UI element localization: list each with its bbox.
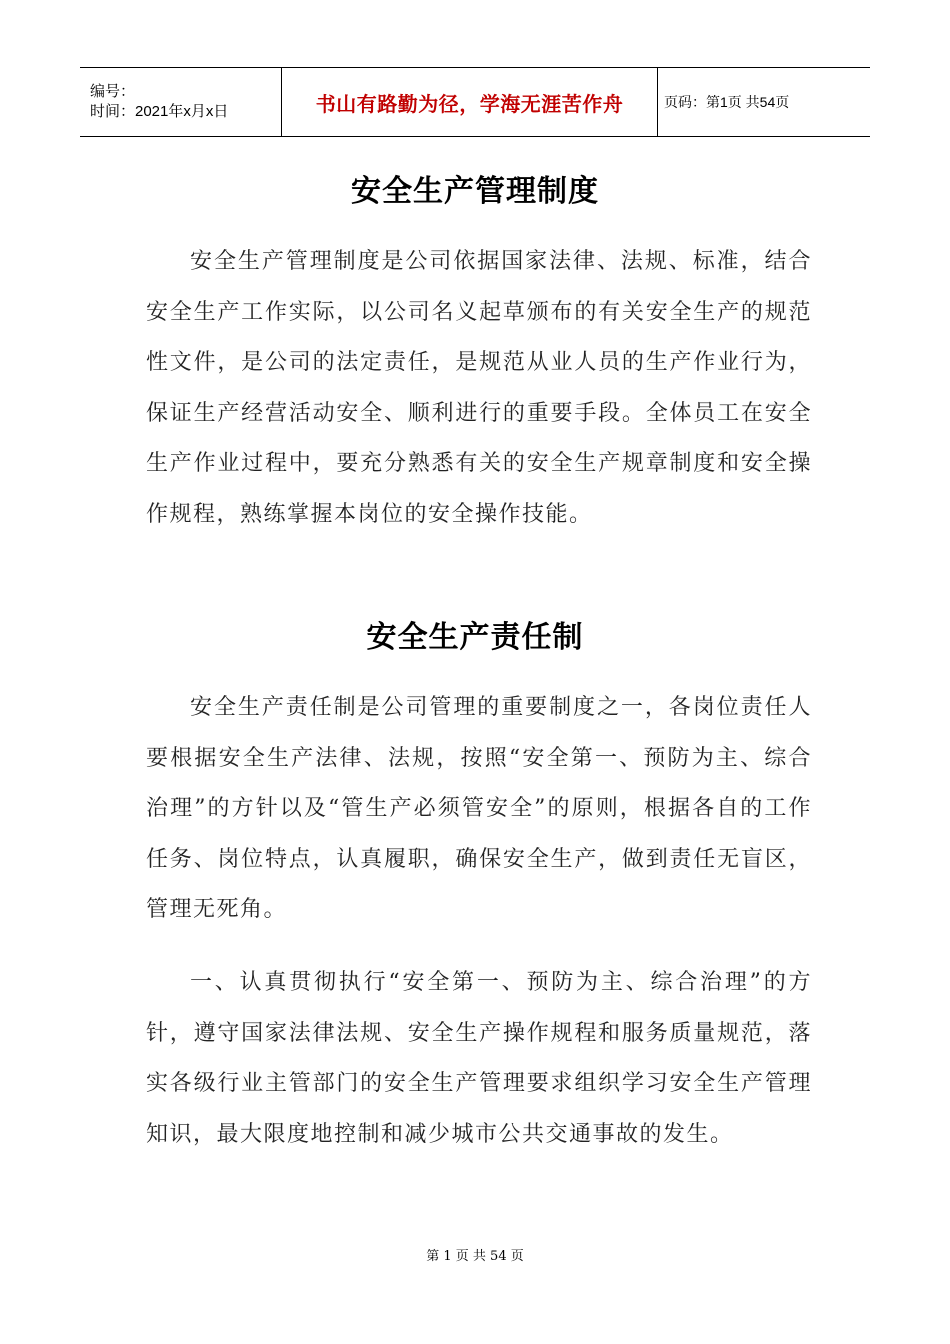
document-date-label: 时间：2021年x月x日 xyxy=(90,103,229,120)
section-title: 安全生产责任制 xyxy=(366,620,584,655)
header-motto: 书山有路勤为径，学海无涯苦作舟 xyxy=(282,68,658,136)
header-page-info: 页码：第1页 共54页 xyxy=(664,94,790,110)
header-meta xyxy=(80,68,282,136)
page-footer: 第 1 页 共 54 页 xyxy=(426,1249,524,1264)
body-paragraph: 一、认真贯彻执行“安全第一、预防为主、综合治理”的方针，遵守国家法律法规、安全生产操作规程和服务质量规范，落实各级行业主管部门的安全生产管理要求组织学习安全生产管理知识，最大限度地控制和减少城市公共交通事故的发生。 xyxy=(146,970,812,1147)
page-header xyxy=(80,67,870,137)
body-paragraph: 安全生产管理制度是公司依据国家法律、法规、标准，结合安全生产工作实际，以公司名义起草颁布的有关安全生产的规范性文件，是公司的法定责任，是规范从业人员的生产作业行为，保证生产经营活动安全、顺利进行的重要手段。全体员工在安全生产作业过程中，要充分熟悉有关的安全生产规章制度和安全操作规程，熟练掌握本岗位的安全操作技能。 xyxy=(146,249,812,527)
body-paragraph: 安全生产责任制是公司管理的重要制度之一，各岗位责任人要根据安全生产法律、法规，按照“安全第一、预防为主、综合治理”的方针以及“管生产必须管安全”的原则，根据各自的工作任务、岗位特点，认真履职，确保安全生产，做到责任无盲区，管理无死角。 xyxy=(146,695,812,922)
section-title: 安全生产管理制度 xyxy=(351,174,599,209)
document-number-label: 编号： xyxy=(90,83,136,100)
